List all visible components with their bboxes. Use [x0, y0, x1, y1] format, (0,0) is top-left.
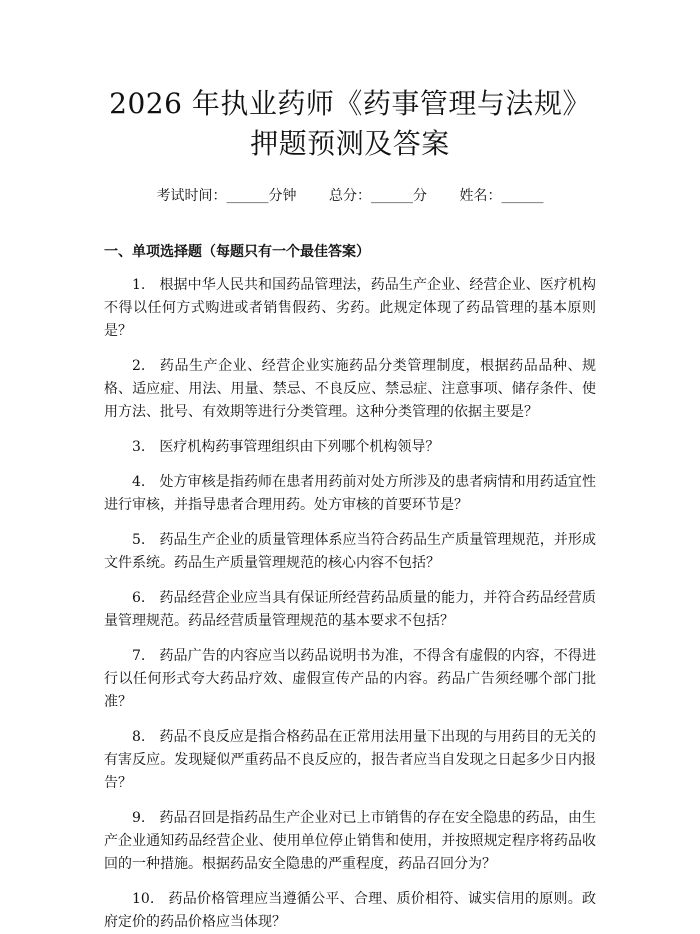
exam-info-line	[104, 186, 596, 206]
question-text: 处方审核是指药师在患者用药前对处方所涉及的患者病情和用药适宜性进行审核，并指导患者合理用药。处方审核的首要环节是？	[104, 474, 596, 513]
question-number: 9.	[132, 810, 146, 826]
question-text: 医疗机构药事管理组织由下列哪个机构领导？	[159, 439, 440, 455]
question-text: 药品不良反应是指合格药品在正常用法用量下出现的与用药目的无关的有害反应。发现疑似严重药品不良反应的，报告者应当自发现之日起多少日内报告？	[104, 729, 596, 791]
question-text: 药品经营企业应当具有保证所经营药品质量的能力，并符合药品经营质量管理规范。药品经营质量管理规范的基本要求不包括？	[104, 590, 596, 629]
question-number: 7.	[132, 648, 146, 664]
question-text: 药品生产企业、经营企业实施药品分类管理制度，根据药品品种、规格、适应症、用法、用量、禁忌、不良反应、禁忌症、注意事项、储存条件、使用方法、批号、有效期等进行分类管理。这种分类管理的依据主要是？	[104, 358, 596, 420]
question-text: 药品价格管理应当遵循公平、合理、质价相符、诚实信用的原则。政府定价的药品价格应当体现？	[104, 891, 596, 930]
question-number: 6.	[132, 590, 146, 606]
question-item	[104, 807, 596, 876]
question-item	[104, 529, 596, 575]
exam-time-field: 考试时间：______分钟	[156, 188, 297, 204]
question-text: 药品召回是指药品生产企业对已上市销售的存在安全隐患的药品，由生产企业通知药品经营企业、使用单位停止销售和使用，并按照规定程序将药品收回的一种措施。根据药品安全隐患的严重程度，药品召回分为？	[104, 810, 596, 872]
document-title: 2026 年执业药师《药事管理与法规》押题预测及答案	[109, 87, 591, 160]
question-number: 10.	[132, 891, 155, 907]
question-number: 3.	[132, 439, 146, 455]
question-text: 根据中华人民共和国药品管理法，药品生产企业、经营企业、医疗机构不得以任何方式购进或者销售假药、劣药。此规定体现了药品管理的基本原则是？	[104, 277, 596, 339]
question-item	[104, 645, 596, 714]
question-text: 药品广告的内容应当以药品说明书为准，不得含有虚假的内容，不得进行以任何形式夸大药品疗效、虚假宣传产品的内容。药品广告须经哪个部门批准？	[104, 648, 596, 710]
question-item	[104, 274, 596, 343]
question-item	[104, 355, 596, 424]
question-number: 5.	[132, 532, 146, 548]
question-text: 药品生产企业的质量管理体系应当符合药品生产质量管理规范，并形成文件系统。药品生产质量管理规范的核心内容不包括？	[104, 532, 596, 571]
question-item	[104, 888, 596, 934]
question-number: 4.	[132, 474, 146, 490]
question-item	[104, 471, 596, 517]
total-score-field: 总分：______分	[329, 188, 427, 204]
question-item	[104, 726, 596, 795]
question-number: 2.	[132, 358, 146, 374]
student-name-field: 姓名：______	[459, 188, 544, 204]
section-title-single-choice: 一、单项选择题（每题只有一个最佳答案）	[104, 244, 370, 260]
question-item	[104, 587, 596, 633]
question-list	[104, 274, 596, 934]
question-item	[104, 436, 596, 459]
question-number: 8.	[132, 729, 146, 745]
question-number: 1.	[132, 277, 146, 293]
